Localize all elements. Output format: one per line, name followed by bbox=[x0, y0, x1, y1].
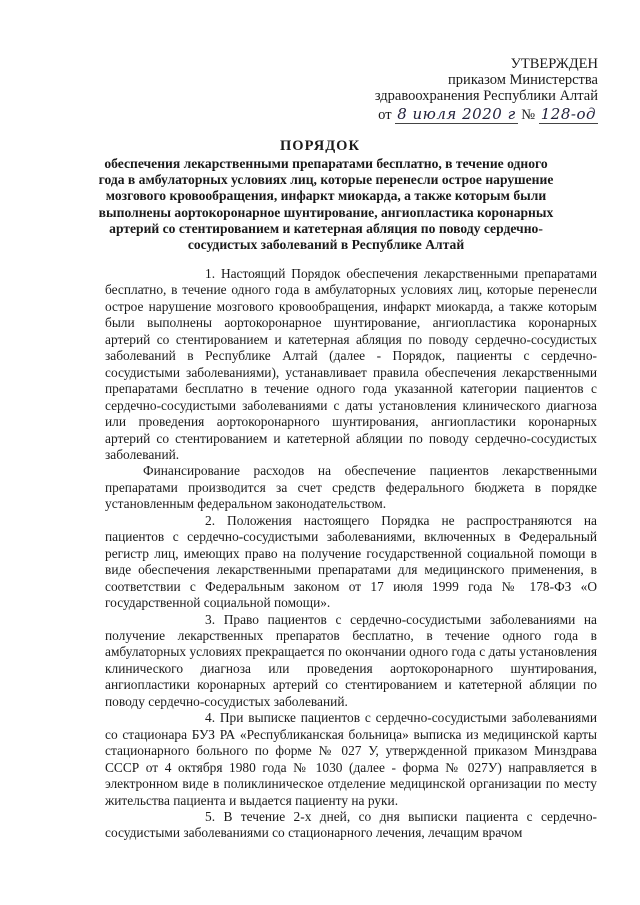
paragraph-3 bbox=[105, 612, 597, 711]
paragraph-2 bbox=[105, 513, 597, 612]
paragraph-text: Положения настоящего Порядка не распространяются на пациентов с сердечно-сосудистыми заболеваниями, включенных в Федеральный регистр лиц, имеющих право на получение государственной социальной помощи в виде обеспечения лекарственными препаратами для медицинского применения, в соответствии с Федеральным законом от 17 июля 1999 года № 178-ФЗ «О государственной социальной помощи». bbox=[105, 512, 597, 611]
approval-heading: УТВЕРЖДЕН bbox=[510, 56, 598, 72]
number-label: № bbox=[521, 107, 536, 123]
paragraph-number: 4. bbox=[205, 710, 216, 726]
document-subtitle: обеспечения лекарственными препаратами бесплатно, в течение одного года в амбулаторных условиях лиц, которые перенесли острое нарушение мозгового кровообращения, инфаркт миокарда, а также которым были выполнены аортокоронарное шунтирование, ангиопластика коронарных артерий со стентированием и катетерная абляция по поводу сердечно-сосудистых заболеваний в Республике Алтай bbox=[98, 156, 554, 253]
paragraph-text: Настоящий Порядок обеспечения лекарственными препаратами бесплатно, в течение одного года в амбулаторных условиях лиц, которые перенесли острое нарушение мозгового кровообращения, инфаркт миокарда, а также которым были выполнены аортокоронарное шунтирование, ангиопластика коронарных артерий со стентированием и катетерная абляция по поводу сердечно-сосудистых заболеваний в Республике Алтай (далее - Порядок, пациенты с сердечно-сосудистыми заболеваниями), устанавливает правила обеспечения лекарственными препаратами бесплатно в течение одного года указанной категории пациентов с сердечно-сосудистыми заболеваниями с даты установления клинического диагноза или проведения аортокоронарного шунтирования, ангиопластики коронарных артерий со стентированием и катетерной абляции по поводу сердечно-сосудистых заболеваний. bbox=[105, 266, 597, 462]
paragraph-number: 2. bbox=[205, 512, 216, 528]
paragraph-text: При выписке пациентов с сердечно-сосудистыми заболеваниями со стационара БУЗ РА «Республиканская больница» выписка из медицинской карты стационарного больного по форме № 027 У, утвержденной приказом Минздрава СССР от 4 октября 1980 года № 1030 (далее - форма № 027У) направляется в электронном виде в поликлиническое отделение медицинской организации по месту жительства пациента и выдается пациенту на руки. bbox=[105, 710, 597, 808]
paragraph-number: 1. bbox=[205, 266, 216, 281]
paragraph-text: В течение 2-х дней, со дня выписки пациента с сердечно-сосудистыми заболеваниями со стационарного лечения, лечащим врачом bbox=[105, 808, 597, 841]
document-title: ПОРЯДОК bbox=[280, 138, 360, 154]
paragraph-number: 3. bbox=[205, 611, 216, 627]
handwritten-date: 8 июля 2020 г bbox=[397, 105, 516, 123]
paragraph-text: Финансирование расходов на обеспечение пациентов лекарственными препаратами производится за счет средств федерального бюджета в порядке установленным федеральном законодательством. bbox=[105, 463, 597, 512]
approval-date-line bbox=[298, 106, 598, 123]
approval-line-order: приказом Министерства bbox=[448, 72, 598, 88]
document-body bbox=[105, 266, 597, 842]
handwritten-number: 128-од bbox=[540, 105, 596, 123]
paragraph-4 bbox=[105, 710, 597, 809]
paragraph-5 bbox=[105, 809, 597, 842]
approval-block bbox=[298, 56, 598, 123]
paragraph-1 bbox=[105, 266, 597, 463]
paragraph-text: Право пациентов с сердечно-сосудистыми заболеваниями на получение лекарственных препаратов бесплатно, в течение одного года в амбулаторных условиях прекращается по окончании одного года с даты установления клинического диагноза или проведения аортокоронарного шунтирования, ангиопластики коронарных артерий со стентированием и катетерной абляции по поводу сердечно-сосудистых заболеваний. bbox=[105, 611, 597, 709]
paragraph-number: 5. bbox=[205, 808, 216, 824]
approval-line-ministry: здравоохранения Республики Алтай bbox=[374, 88, 598, 104]
from-label: от bbox=[378, 107, 392, 123]
paragraph-financing bbox=[105, 463, 597, 512]
